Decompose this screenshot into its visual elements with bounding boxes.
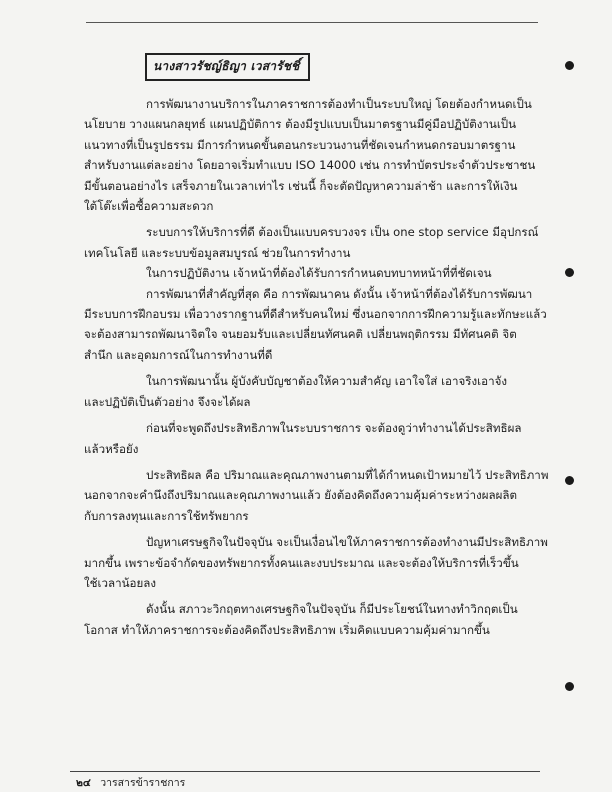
text-line: ในการปฏิบัติงาน เจ้าหน้าที่ต้องได้รับการกำหนดบทบาทหน้าที่ที่ชัดเจน (146, 266, 492, 281)
bottom-rule (70, 771, 540, 772)
text-line: การพัฒนาที่สำคัญที่สุด คือ การพัฒนาคน ดังนั้น เจ้าหน้าที่ต้องได้รับการพัฒนา (146, 286, 533, 301)
text-line: มีระบบการฝึกอบรม เพื่อวางรากฐานที่ดีสำหรับคนใหม่ ซึ่งนอกจากการฝึกความรู้และทักษะแล้ว (84, 307, 547, 322)
text-line: ใช้เวลาน้อยลง (84, 575, 157, 590)
top-rule (86, 22, 538, 23)
binder-hole-icon (565, 61, 574, 70)
text-line: แล้วหรือยัง (84, 441, 139, 456)
text-line: ดังนั้น สภาวะวิกฤตทางเศรษฐกิจในปัจจุบัน ก็มีประโยชน์ในทางทำวิกฤตเป็น (146, 602, 518, 617)
text-line: นอกจากจะคำนึงถึงปริมาณและคุณภาพงานแล้ว ยังต้องคิดถึงความคุ้มค่าระหว่างผลผลิต (84, 488, 518, 503)
text-line: ก่อนที่จะพูดถึงประสิทธิภาพในระบบราชการ จะต้องดูว่าทำงานได้ประสิทธิผล (146, 421, 522, 436)
text-line: นโยบาย วางแผนกลยุทธ์ แผนปฏิบัติการ ต้องมีรูปแบบเป็นมาตรฐานมีคู่มือปฏิบัติงานเป็น (84, 117, 517, 132)
text-line: มีขั้นตอนอย่างไร เสร็จภายในเวลาเท่าไร เช่นนี้ ก็จะตัดปัญหาความล่าช้า และการให้เงิน (84, 178, 518, 193)
binder-hole-icon (565, 268, 574, 277)
text-line: ปัญหาเศรษฐกิจในปัจจุบัน จะเป็นเงื่อนไขให้ภาคราชการต้องทำงานมีประสิทธิภาพ (146, 535, 548, 550)
text-line: ระบบการให้บริการที่ดี ต้องเป็นแบบครบวงจร เป็น one stop service มีอุปกรณ์ (146, 225, 539, 240)
text-line: และปฏิบัติเป็นตัวอย่าง จึงจะได้ผล (84, 394, 251, 409)
page-number: ๒๔ (76, 777, 91, 789)
text-line: ในการพัฒนานั้น ผู้บังคับบัญชาต้องให้ความสำคัญ เอาใจใส่ เอาจริงเอาจัง (146, 374, 508, 389)
text-line: จะต้องสามารถพัฒนาจิตใจ จนยอมรับและเปลี่ยนทัศนคติ เปลี่ยนพฤติกรรม มีทัศนคติ จิต (84, 327, 517, 342)
article-body (84, 94, 572, 640)
text-line: ประสิทธิผล คือ ปริมาณและคุณภาพงานตามที่ได้กำหนดเป้าหมายไว้ ประสิทธิภาพ (146, 467, 549, 482)
text-line: ใต้โต๊ะเพื่อซื้อความสะดวก (84, 199, 214, 214)
text-line: เทคโนโลยี และระบบข้อมูลสมบูรณ์ ช่วยในการทำงาน (84, 245, 351, 260)
text-line: มากขึ้น เพราะข้อจำกัดของทรัพยากรทั้งคนและงบประมาณ และจะต้องให้บริการที่เร็วขึ้น (84, 555, 519, 570)
binder-hole-icon (565, 476, 574, 485)
author-name-box: นางสาวรัชญ์ธิญา เวสารัชชิ์ (145, 53, 310, 81)
text-line: สำหรับงานแต่ละอย่าง โดยอาจเริ่มทำแบบ ISO 14000 เช่น การทำบัตรประจำตัวประชาชน (84, 158, 536, 173)
text-line: แนวทางที่เป็นรูปธรรม มีการกำหนดขั้นตอนกระบวนงานที่ชัดเจนกำหนดกรอบมาตรฐาน (84, 137, 516, 152)
text-line: กับการลงทุนและการใช้ทรัพยากร (84, 508, 249, 523)
journal-name: วารสารข้าราชการ (100, 777, 186, 789)
text-line: สำนึก และอุดมการณ์ในการทำงานที่ดี (84, 347, 273, 362)
text-line: โอกาส ทำให้ภาคราชการจะต้องคิดถึงประสิทธิภาพ เริ่มคิดแบบความคุ้มค่ามากขึ้น (84, 622, 490, 637)
text-line: การพัฒนางานบริการในภาคราชการต้องทำเป็นระบบใหญ่ โดยต้องกำหนดเป็น (146, 97, 532, 111)
binder-hole-icon (565, 682, 574, 691)
page-footer (76, 774, 185, 791)
